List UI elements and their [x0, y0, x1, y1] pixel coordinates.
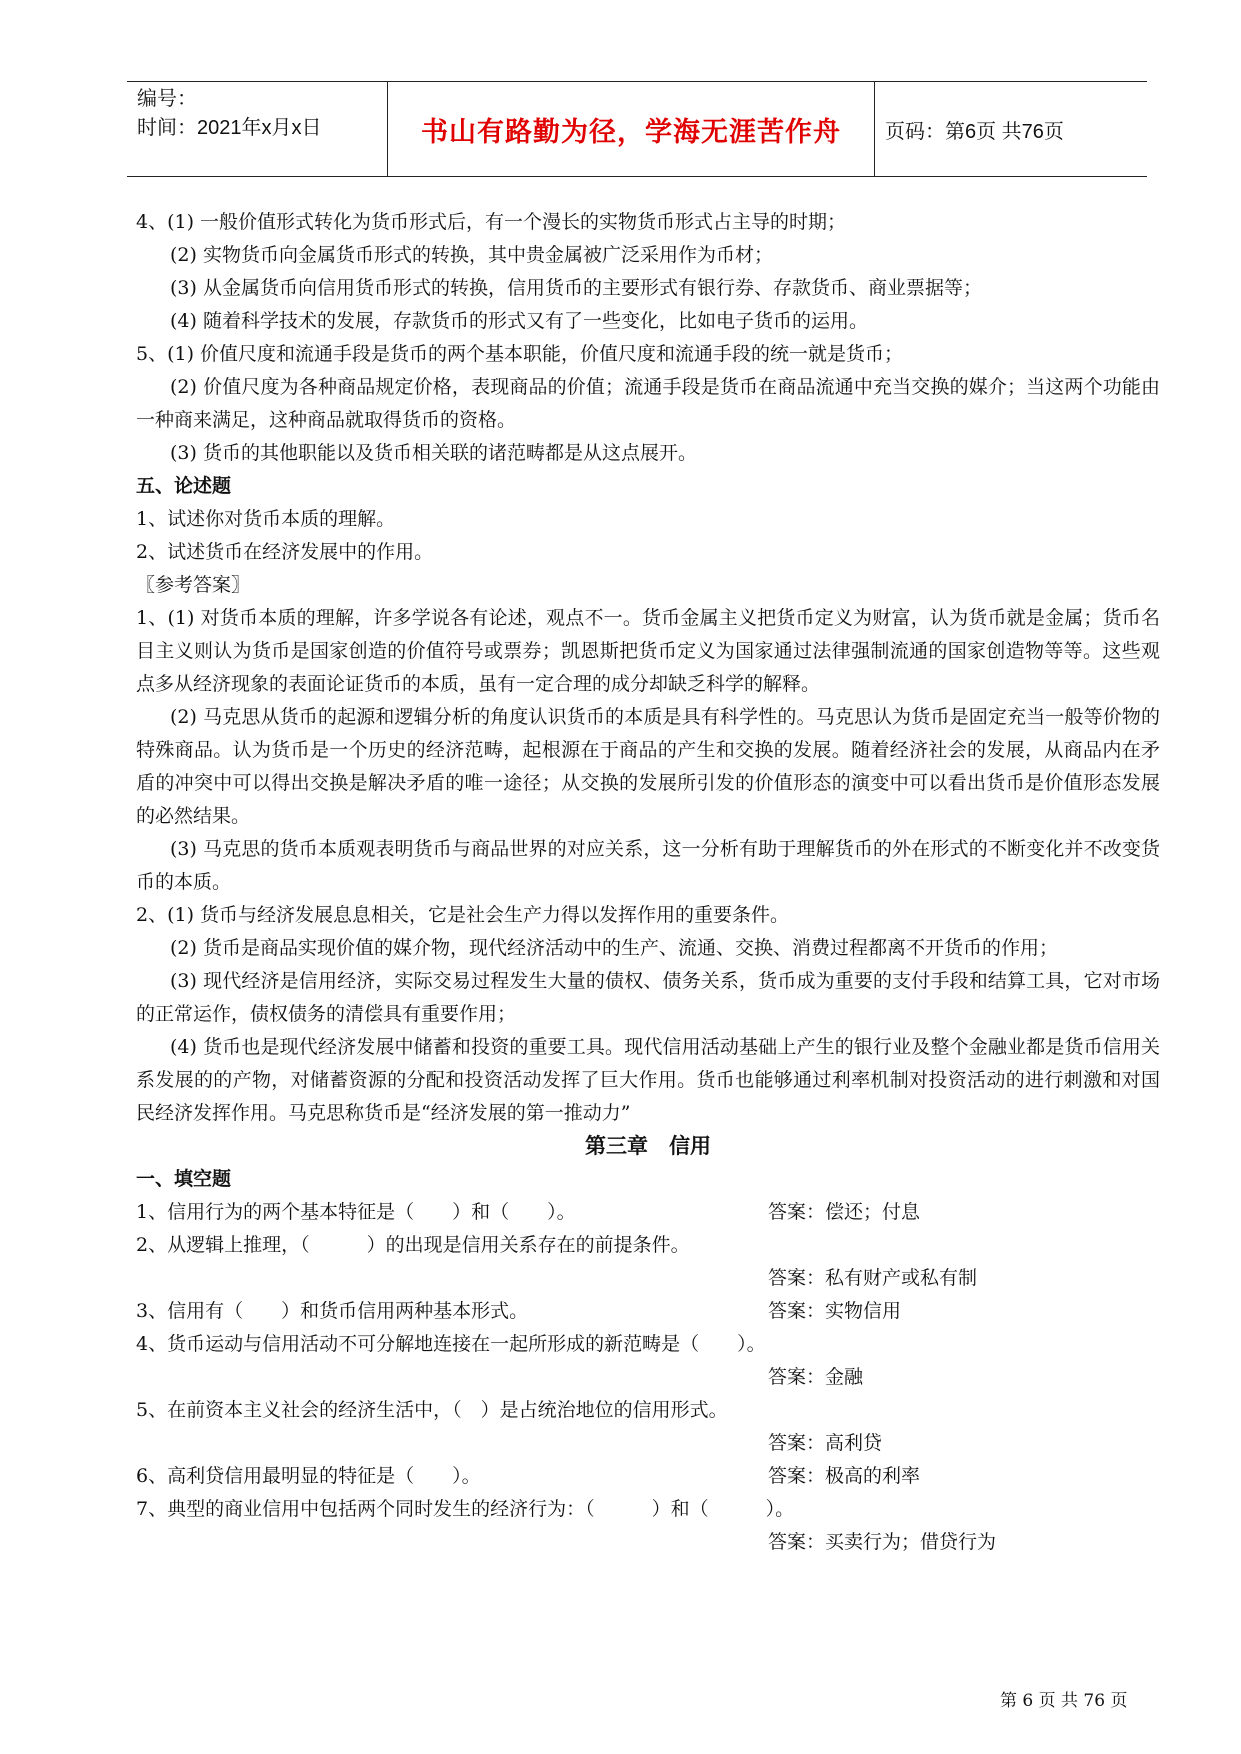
question: 7、典型的商业信用中包括两个同时发生的经济行为：（ ）和（ ）。 — [136, 1498, 795, 1520]
answer: 答案：极高的利率 — [768, 1465, 921, 1487]
answer-paragraph: (3) 现代经济是信用经济，实际交易过程发生大量的债权、债务关系，货币成为重要的支付手段和结算工具，它对市场的正常运作，债权债务的清偿具有重要作用； — [136, 970, 1160, 1025]
paragraph: (3) 货币的其他职能以及货币相关联的诸范畴都是从这点展开。 — [170, 442, 697, 464]
document-body — [136, 206, 1160, 1559]
question: 1、试述你对货币本质的理解。 — [136, 508, 396, 530]
answer: 答案：高利贷 — [768, 1432, 883, 1454]
answer-paragraph: (4) 货币也是现代经济发展中储蓄和投资的重要工具。现代信用活动基础上产生的银行业及整个金融业都是货币信用关系发展的的产物，对储蓄资源的分配和投资活动发挥了巨大作用。货币也能够通过利率机制对投资活动的进行刺激和对国民经济发挥作用。马克思称货币是“经济发展的第一推动力” — [136, 1036, 1160, 1124]
doc-time-label: 时间：2021年x月x日 — [137, 117, 322, 139]
page-footer: 第 6 页 共 76 页 — [1000, 1691, 1128, 1711]
paragraph: 4、(1) 一般价值形式转化为货币形式后，有一个漫长的实物货币形式占主导的时期； — [136, 211, 847, 233]
chapter-title: 第三章 信用 — [585, 1134, 711, 1158]
answer-paragraph: (2) 货币是商品实现价值的媒介物，现代经济活动中的生产、流通、交换、消费过程都离不开货币的作用； — [170, 937, 1058, 959]
answer: 答案：金融 — [768, 1366, 864, 1388]
section-heading: 一、填空题 — [136, 1168, 232, 1190]
section-heading: 五、论述题 — [136, 475, 232, 497]
question: 1、信用行为的两个基本特征是（ ）和（ ）。 — [136, 1201, 576, 1223]
reference-answer-label: 〖参考答案〗 — [136, 574, 251, 596]
question-row — [136, 1295, 1160, 1328]
answer-paragraph: 1、(1) 对货币本质的理解，许多学说各有论述，观点不一。货币金属主义把货币定义为财富，认为货币就是金属；货币名目主义则认为货币是国家创造的价值符号或票券；凯恩斯把货币定义为国家通过法律强制流通的国家创造物等等。这些观点多从经济现象的表面论证货币的本质，虽有一定合理的成分却缺乏科学的解释。 — [136, 607, 1160, 695]
header-motto: 书山有路勤为径，学海无涯苦作舟 — [388, 82, 875, 176]
answer: 答案：买卖行为；借贷行为 — [768, 1531, 997, 1553]
answer: 答案：私有财产或私有制 — [768, 1267, 978, 1289]
paragraph: (4) 随着科学技术的发展，存款货币的形式又有了一些变化，比如电子货币的运用。 — [170, 310, 868, 332]
answer: 答案：偿还；付息 — [768, 1201, 921, 1223]
answer: 答案：实物信用 — [768, 1300, 902, 1322]
question: 5、在前资本主义社会的经济生活中，（ ）是占统治地位的信用形式。 — [136, 1399, 728, 1421]
answer-paragraph: 2、(1) 货币与经济发展息息相关，它是社会生产力得以发挥作用的重要条件。 — [136, 904, 790, 926]
paragraph: 5、(1) 价值尺度和流通手段是货币的两个基本职能，价值尺度和流通手段的统一就是货币； — [136, 343, 904, 365]
question: 6、高利贷信用最明显的特征是（ ）。 — [136, 1465, 481, 1487]
paragraph: (3) 从金属货币向信用货币形式的转换，信用货币的主要形式有银行券、存款货币、商业票据等； — [170, 277, 982, 299]
paragraph: (2) 实物货币向金属货币形式的转换，其中贵金属被广泛采用作为币材； — [170, 244, 773, 266]
header-page-label: 页码：第6页 共76页 — [885, 120, 1064, 143]
question: 3、信用有（ ）和货币信用两种基本形式。 — [136, 1300, 529, 1322]
answer-paragraph: (3) 马克思的货币本质观表明货币与商品世界的对应关系，这一分析有助于理解货币的外在形式的不断变化并不改变货币的本质。 — [136, 838, 1160, 893]
question: 2、从逻辑上推理，（ ）的出现是信用关系存在的前提条件。 — [136, 1234, 690, 1256]
question-row — [136, 1196, 1160, 1229]
header-left-cell — [127, 82, 388, 176]
question-row — [136, 1460, 1160, 1493]
question: 4、货币运动与信用活动不可分解地连接在一起所形成的新范畴是（ ）。 — [136, 1333, 766, 1355]
doc-number-label: 编号： — [137, 88, 197, 110]
answer-paragraph: (2) 马克思从货币的起源和逻辑分析的角度认识货币的本质是具有科学性的。马克思认为货币是固定充当一般等价物的特殊商品。认为货币是一个历史的经济范畴，起根源在于商品的产生和交换的发展。随着经济社会的发展，从商品内在矛盾的冲突中可以得出交换是解决矛盾的唯一途径；从交换的发展所引发的价值形态的演变中可以看出货币是价值形态发展的必然结果。 — [136, 706, 1160, 827]
question: 2、试述货币在经济发展中的作用。 — [136, 541, 434, 563]
page-header — [127, 81, 1147, 177]
paragraph: (2) 价值尺度为各种商品规定价格，表现商品的价值；流通手段是货币在商品流通中充当交换的媒介；当这两个功能由一种商来满足，这种商品就取得货币的资格。 — [136, 376, 1160, 431]
